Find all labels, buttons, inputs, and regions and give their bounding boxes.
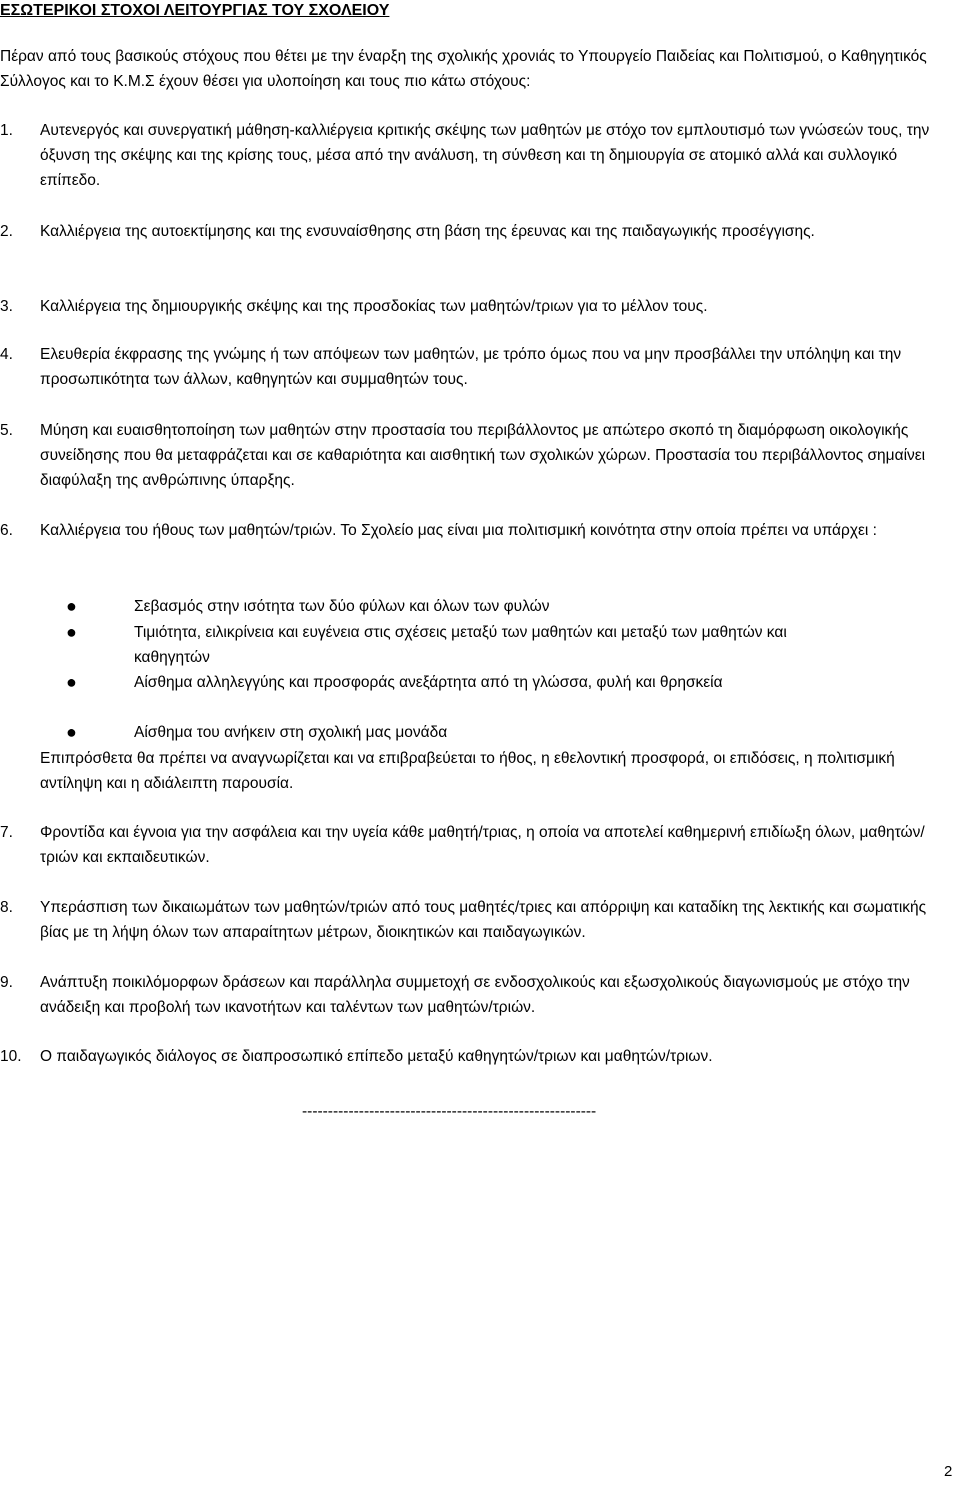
- list-item: [0, 118, 948, 193]
- bullet-icon: ●: [66, 596, 77, 616]
- bullet-icon: ●: [66, 722, 77, 742]
- bullet-item: [0, 670, 948, 695]
- bullet-text: Αίσθημα του ανήκειν στη σχολική μας μονάδα: [134, 724, 448, 741]
- page-title: ΕΣΩΤΕΡΙΚΟΙ ΣΤΟΧΟΙ ΛΕΙΤΟΥΡΓΙΑΣ ΤΟΥ ΣΧΟΛΕΙΟΥ: [0, 2, 390, 19]
- list-item-number: 7.: [0, 824, 13, 841]
- page-number: 2: [944, 1463, 953, 1480]
- list-item-number: 1.: [0, 122, 13, 139]
- list-item-number: 8.: [0, 899, 13, 916]
- list-item-number: 4.: [0, 346, 13, 363]
- list-item: [0, 294, 948, 319]
- list-item: [0, 1044, 948, 1069]
- list-item: [0, 518, 948, 543]
- list-item-number: 5.: [0, 422, 13, 439]
- bullet-item: [0, 594, 948, 619]
- list-item-text: Αυτενεργός και συνεργατική μάθηση-καλλιέργεια κριτικής σκέψης των μαθητών με στόχο τον εμπλουτισμό των γνώσεών τους, την όξυνση της σκέψης και της κρίσης τους, μέσα από την ανάλυση, τη σύνθεση και τη δημιουργία σε ατομικό αλλά και συλλογικό επίπεδο.: [40, 122, 930, 189]
- intro-paragraph: Πέραν από τους βασικούς στόχους που θέτει με την έναρξη της σχολικής χρονιάς το Υπουργείο Παιδείας και Πολιτισμού, ο Καθηγητικός Σύλλογος και το Κ.Μ.Σ έχουν θέσει για υλοποίηση και τους πιο κάτω στόχους:: [0, 48, 927, 90]
- list-item-number: 2.: [0, 223, 13, 240]
- list-item: [0, 820, 948, 870]
- list-item-number: 6.: [0, 522, 13, 539]
- bullet-text: Σεβασμός στην ισότητα των δύο φύλων και όλων των φυλών: [134, 598, 550, 615]
- list-item-text: Ελευθερία έκφρασης της γνώμης ή των απόψεων των μαθητών, με τρόπο όμως που να μην προσβάλλει την υπόληψη και την προσωπικότητα των άλλων, καθηγητών και συμμαθητών τους.: [40, 346, 902, 388]
- list-item-text: Μύηση και ευαισθητοποίηση των μαθητών στην προστασία του περιβάλλοντος με απώτερο σκοπό τη διαμόρφωση οικολογικής συνείδησης που θα μεταφράζεται και σε καθαριότητα και αισθητική των σχολικών χώρων. Προστασία του περιβάλλοντος σημαίνει διαφύλαξη της ανθρώπινης ύπαρξης.: [40, 422, 926, 489]
- bullet-item: [0, 620, 948, 670]
- bullet-text: Αίσθημα αλληλεγγύης και προσφοράς ανεξάρτητα από τη γλώσσα, φυλή και θρησκεία: [134, 674, 723, 691]
- list-item-text: Φροντίδα και έγνοια για την ασφάλεια και την υγεία κάθε μαθητή/τριας, η οποία να αποτελεί καθημερινή επιδίωξη όλων, μαθητών/τριών και εκπαιδευτικών.: [40, 824, 925, 866]
- list-item-text: Καλλιέργεια της αυτοεκτίμησης και της ενσυναίσθησης στη βάση της έρευνας και της παιδαγωγικής προσέγγισης.: [40, 223, 815, 240]
- list-item: [0, 895, 948, 945]
- separator-line: ---------------------------------------------------------: [302, 1103, 597, 1120]
- list-item-number: 10.: [0, 1048, 22, 1065]
- bullet-item: [0, 720, 948, 745]
- list-item: [0, 970, 948, 1020]
- list-item: [0, 418, 948, 493]
- list-item-text: Καλλιέργεια της δημιουργικής σκέψης και της προσδοκίας των μαθητών/τριων για το μέλλον τους.: [40, 298, 708, 315]
- list-item-number: 3.: [0, 298, 13, 315]
- additional-paragraph: Επιπρόσθετα θα πρέπει να αναγνωρίζεται και να επιβραβεύεται το ήθος, η εθελοντική προσφορά, οι επιδόσεις, η πολιτισμική αντίληψη και η αδιάλειπτη παρουσία.: [40, 750, 895, 792]
- list-item-text: Ο παιδαγωγικός διάλογος σε διαπροσωπικό επίπεδο μεταξύ καθηγητών/τριων και μαθητών/τριων.: [40, 1048, 713, 1065]
- list-item-number: 9.: [0, 974, 13, 991]
- list-item-text: Υπεράσπιση των δικαιωμάτων των μαθητών/τριών από τους μαθητές/τριες και απόρριψη και καταδίκη της λεκτικής και σωματικής βίας με τη λήψη όλων των απαραίτητων μέτρων, διοικητικών και παιδαγωγικών.: [40, 899, 927, 941]
- bullet-icon: ●: [66, 672, 77, 692]
- bullet-icon: ●: [66, 622, 77, 642]
- list-item-text: Ανάπτυξη ποικιλόμορφων δράσεων και παράλληλα συμμετοχή σε ενδοσχολικούς και εξωσχολικούς διαγωνισμούς με στόχο την ανάδειξη και προβολή των ικανοτήτων και ταλέντων των μαθητών/τριών.: [40, 974, 910, 1016]
- list-item-text: Καλλιέργεια του ήθους των μαθητών/τριών. Το Σχολείο μας είναι μια πολιτισμική κοινότητα στην οποία πρέπει να υπάρχει :: [40, 522, 877, 539]
- list-item: [0, 342, 948, 392]
- bullet-text: Τιμιότητα, ειλικρίνεια και ευγένεια στις σχέσεις μεταξύ των μαθητών και μεταξύ των μαθητών και καθηγητών: [134, 624, 787, 666]
- list-item: [0, 219, 948, 244]
